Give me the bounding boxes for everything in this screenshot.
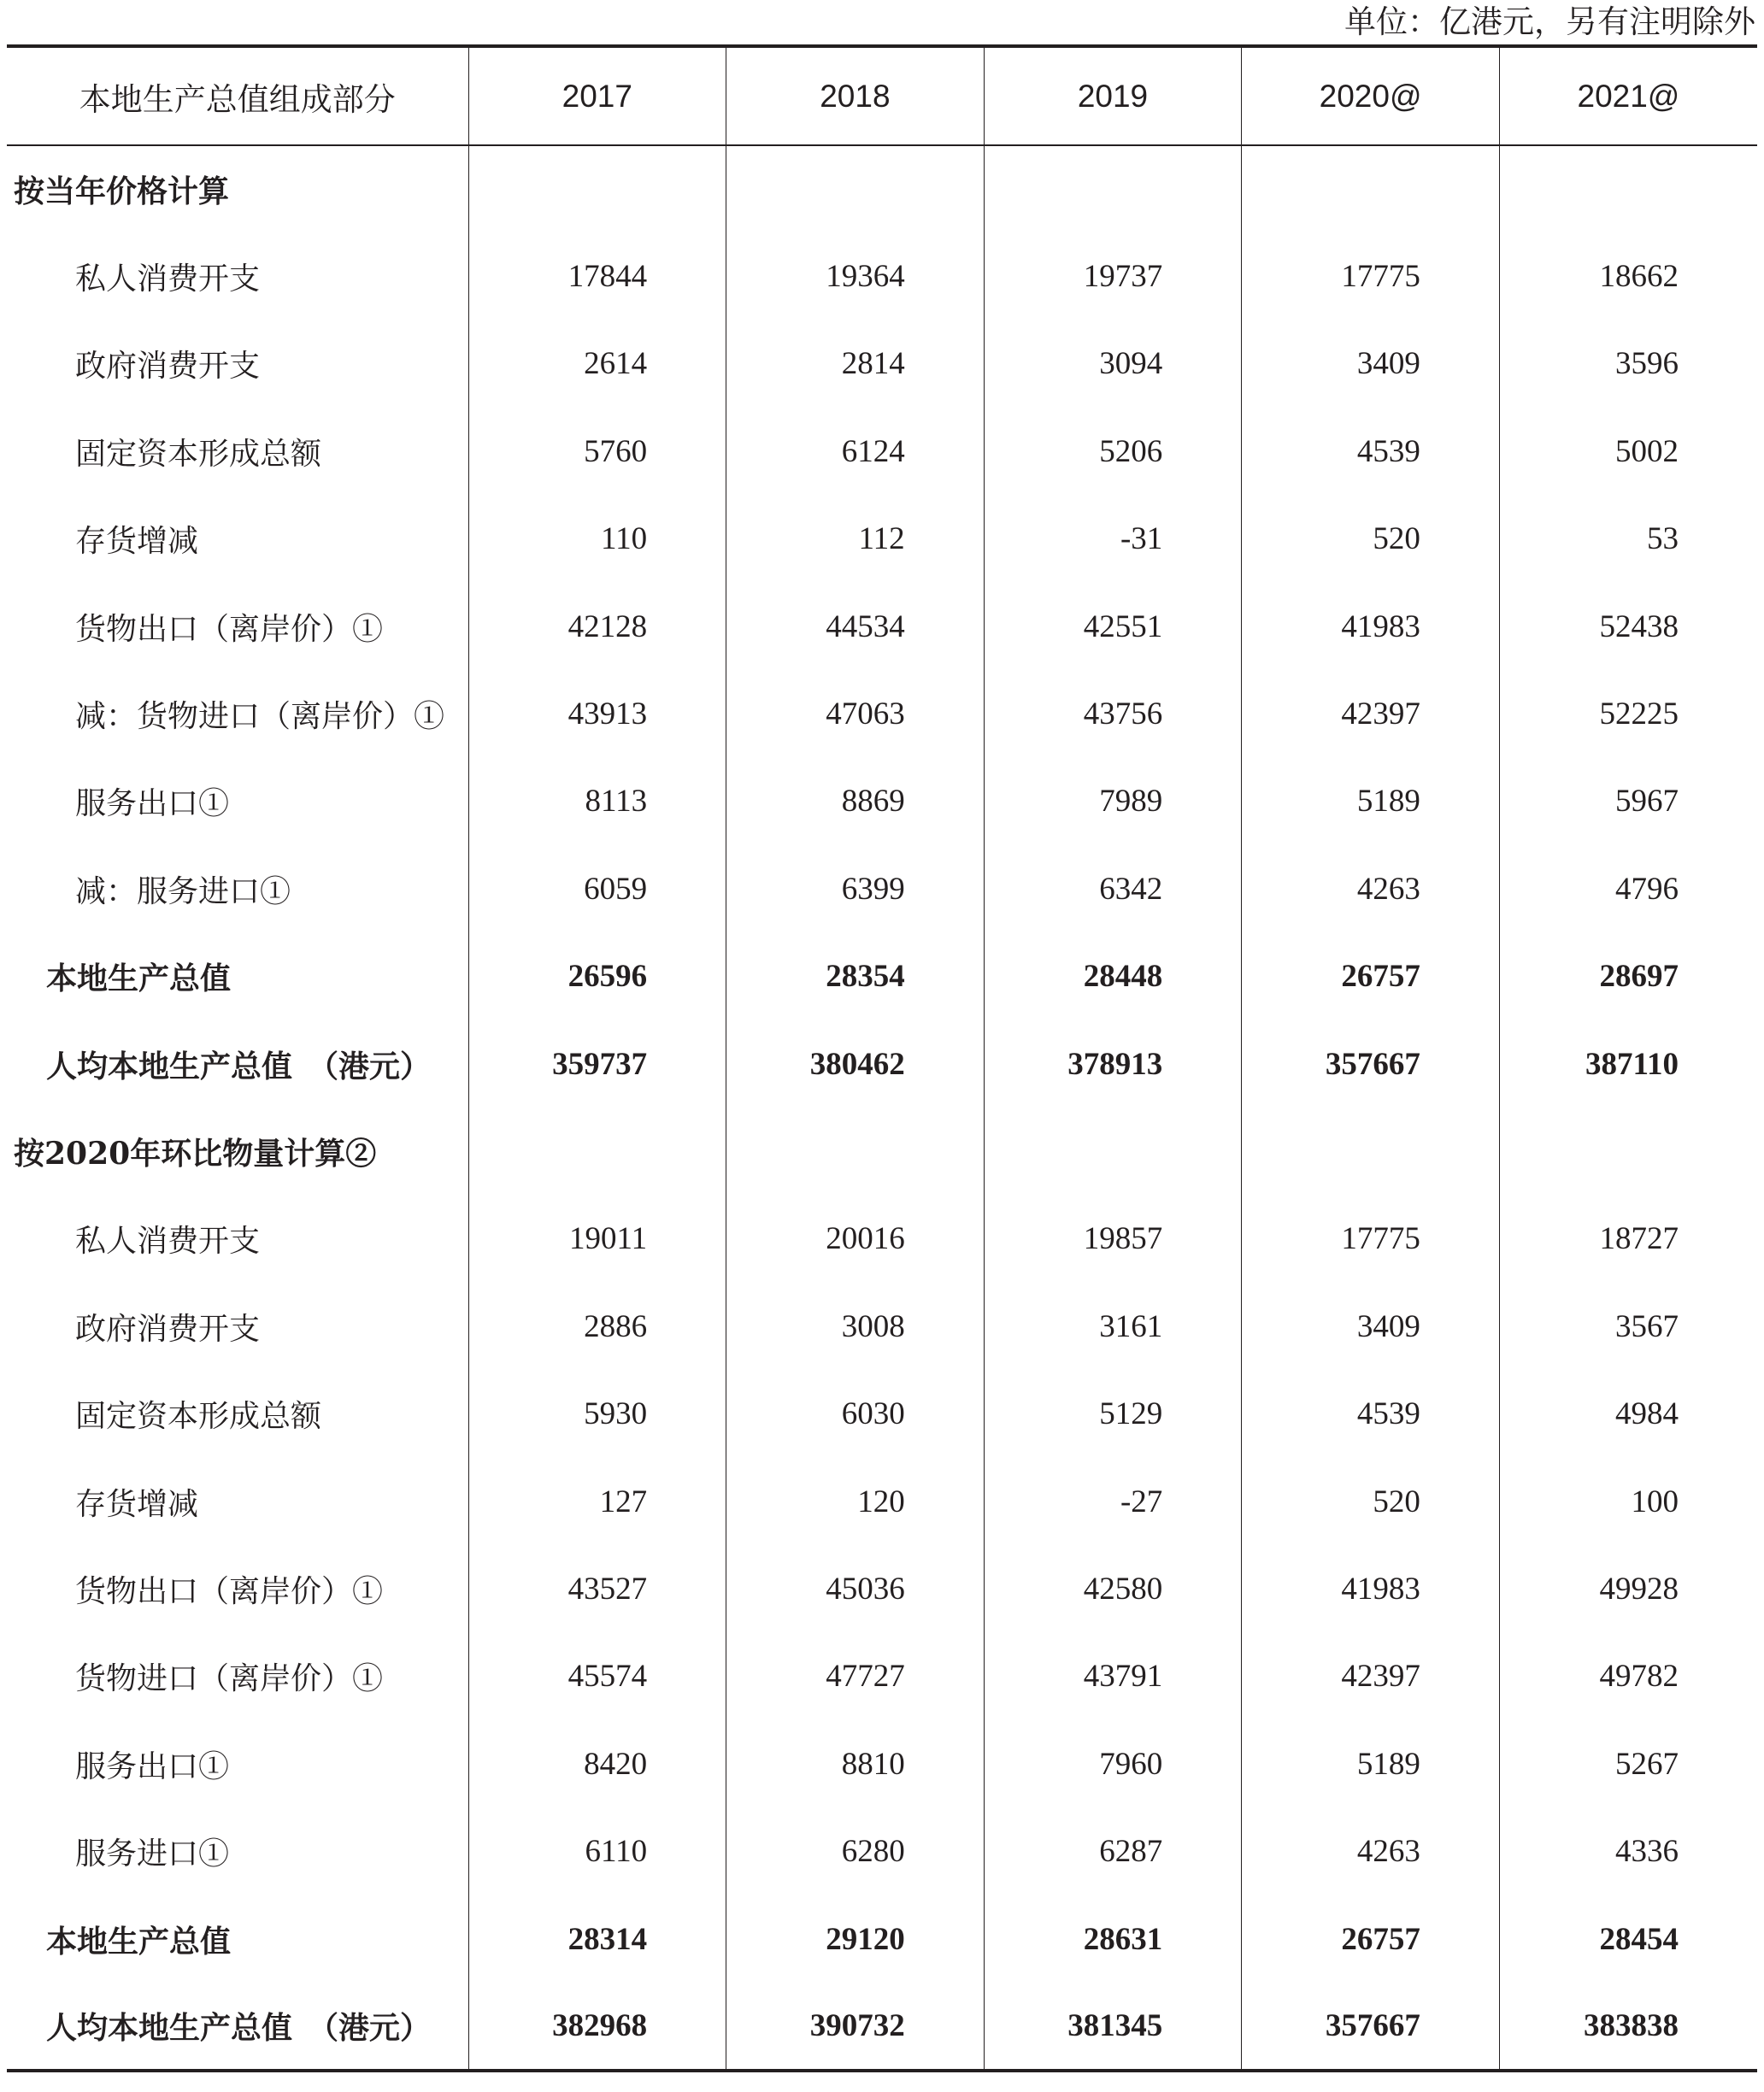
value-cell: 19857	[984, 1196, 1242, 1283]
table-row	[7, 1196, 1757, 1283]
row-label: 货物进口（离岸价）①	[75, 1661, 384, 1697]
row-label: 政府消费开支	[75, 1311, 261, 1347]
value-cell: 42397	[1242, 670, 1500, 757]
value-cell: 45574	[468, 1633, 726, 1720]
value-cell: 6124	[726, 408, 985, 495]
value-cell: 5760	[468, 408, 726, 495]
total-row	[7, 933, 1757, 1020]
unit-note: 单位：亿港元，另有注明除外	[1344, 3, 1755, 40]
row-label: 私人消费开支	[75, 262, 261, 297]
value-cell: 4539	[1242, 1370, 1500, 1457]
table-row	[7, 1633, 1757, 1720]
section-label: 按当年价格计算	[14, 173, 230, 210]
value-cell: 6399	[726, 845, 985, 932]
value-cell: 45036	[726, 1545, 985, 1632]
value-cell: 357667	[1242, 1020, 1500, 1108]
value-cell: 20016	[726, 1196, 985, 1283]
value-cell: 43527	[468, 1545, 726, 1632]
section-label: 按2020年环比物量计算②	[14, 1135, 377, 1172]
value-cell: 4336	[1499, 1807, 1757, 1895]
value-cell: 4263	[1242, 1807, 1500, 1895]
header-year: 2018	[726, 46, 985, 145]
value-cell: 41983	[1242, 583, 1500, 670]
value-cell: 28354	[726, 933, 985, 1020]
table-row	[7, 845, 1757, 932]
table-row	[7, 583, 1757, 670]
value-cell: 4539	[1242, 408, 1500, 495]
value-cell	[1242, 1108, 1500, 1195]
value-cell: 29120	[726, 1895, 985, 1983]
row-label: 政府消费开支	[75, 349, 261, 385]
header-label: 本地生产总值组成部分	[7, 46, 468, 145]
value-cell: 520	[1242, 1458, 1500, 1545]
table-header-row	[7, 46, 1757, 145]
value-cell: 52225	[1499, 670, 1757, 757]
value-cell: 359737	[468, 1020, 726, 1108]
value-cell: 4796	[1499, 845, 1757, 932]
value-cell	[468, 145, 726, 232]
row-label: 本地生产总值	[46, 1923, 232, 1960]
value-cell: 3567	[1499, 1283, 1757, 1370]
value-cell: 8420	[468, 1720, 726, 1807]
total-row	[7, 1895, 1757, 1983]
value-cell: 390732	[726, 1983, 985, 2070]
value-cell: 6110	[468, 1807, 726, 1895]
value-cell: 7989	[984, 758, 1242, 845]
value-cell: 28314	[468, 1895, 726, 1983]
value-cell: 26757	[1242, 1895, 1500, 1983]
value-cell: 2886	[468, 1283, 726, 1370]
row-label: 人均本地生产总值 （港元）	[46, 1048, 432, 1084]
value-cell: 8810	[726, 1720, 985, 1807]
row-label: 存货增减	[75, 524, 199, 560]
table-row	[7, 1283, 1757, 1370]
value-cell: 378913	[984, 1020, 1242, 1108]
value-cell: 4263	[1242, 845, 1500, 932]
value-cell: 6030	[726, 1370, 985, 1457]
row-label: 服务出口①	[75, 786, 230, 822]
value-cell: 127	[468, 1458, 726, 1545]
row-label: 人均本地生产总值 （港元）	[7, 1983, 468, 2070]
value-cell: 41983	[1242, 1545, 1500, 1632]
value-cell: 5967	[1499, 758, 1757, 845]
value-cell: 3161	[984, 1283, 1242, 1370]
row-label: 服务进口①	[75, 1836, 230, 1872]
row-label: 服务出口①	[75, 1748, 230, 1784]
value-cell	[1499, 1108, 1757, 1195]
value-cell	[984, 145, 1242, 232]
value-cell: 49782	[1499, 1633, 1757, 1720]
value-cell: 26757	[1242, 933, 1500, 1020]
value-cell: 43913	[468, 670, 726, 757]
section-row	[7, 1108, 1757, 1195]
value-cell: 120	[726, 1458, 985, 1545]
row-label: 私人消费开支	[75, 1224, 261, 1260]
total-row	[7, 1020, 1757, 1108]
value-cell: 2614	[468, 320, 726, 408]
value-cell	[726, 1108, 985, 1195]
table-row	[7, 1458, 1757, 1545]
value-cell: 47727	[726, 1633, 985, 1720]
table-row	[7, 1370, 1757, 1457]
value-cell: 43791	[984, 1633, 1242, 1720]
header-year: 2021@	[1499, 46, 1757, 145]
table-row	[7, 1807, 1757, 1895]
value-cell	[984, 1108, 1242, 1195]
table-row	[7, 232, 1757, 320]
table-row	[7, 408, 1757, 495]
section-row	[7, 145, 1757, 232]
value-cell: 28697	[1499, 933, 1757, 1020]
header-year: 2017	[468, 46, 726, 145]
value-cell: 6287	[984, 1807, 1242, 1895]
value-cell: 42551	[984, 583, 1242, 670]
value-cell: 6342	[984, 845, 1242, 932]
value-cell	[726, 145, 985, 232]
value-cell: 383838	[1499, 1983, 1757, 2070]
value-cell: 26596	[468, 933, 726, 1020]
value-cell: 8113	[468, 758, 726, 845]
value-cell: 49928	[1499, 1545, 1757, 1632]
value-cell: 5189	[1242, 758, 1500, 845]
value-cell: 387110	[1499, 1020, 1757, 1108]
value-cell: 3008	[726, 1283, 985, 1370]
value-cell: 17844	[468, 232, 726, 320]
value-cell: 112	[726, 496, 985, 583]
table-row	[7, 320, 1757, 408]
row-label: 减：服务进口①	[75, 873, 291, 909]
value-cell: 17775	[1242, 1196, 1500, 1283]
value-cell: 380462	[726, 1020, 985, 1108]
header-year: 2019	[984, 46, 1242, 145]
value-cell: 8869	[726, 758, 985, 845]
value-cell: 19364	[726, 232, 985, 320]
value-cell: 47063	[726, 670, 985, 757]
value-cell: 42128	[468, 583, 726, 670]
value-cell: 4984	[1499, 1370, 1757, 1457]
value-cell: 3409	[1242, 1283, 1500, 1370]
value-cell: 42580	[984, 1545, 1242, 1632]
value-cell: 28631	[984, 1895, 1242, 1983]
row-label: 货物出口（离岸价）①	[75, 611, 384, 647]
value-cell: 18727	[1499, 1196, 1757, 1283]
value-cell: 19737	[984, 232, 1242, 320]
value-cell: 381345	[984, 1983, 1242, 2070]
value-cell	[1242, 145, 1500, 232]
value-cell: 7960	[984, 1720, 1242, 1807]
value-cell: 43756	[984, 670, 1242, 757]
value-cell: 28454	[1499, 1895, 1757, 1983]
row-label: 本地生产总值	[46, 961, 232, 997]
table-row	[7, 496, 1757, 583]
header-year: 2020@	[1242, 46, 1500, 145]
row-label: 存货增减	[75, 1486, 199, 1522]
row-label: 固定资本形成总额	[75, 1399, 322, 1435]
value-cell: 520	[1242, 496, 1500, 583]
table-row	[7, 670, 1757, 757]
value-cell: 52438	[1499, 583, 1757, 670]
table-row	[7, 1720, 1757, 1807]
value-cell: 3094	[984, 320, 1242, 408]
value-cell: 5930	[468, 1370, 726, 1457]
gdp-components-table	[7, 44, 1757, 2072]
value-cell: 2814	[726, 320, 985, 408]
value-cell: 42397	[1242, 1633, 1500, 1720]
value-cell	[468, 1108, 726, 1195]
value-cell: 110	[468, 496, 726, 583]
value-cell: 5129	[984, 1370, 1242, 1457]
value-cell: 100	[1499, 1458, 1757, 1545]
value-cell: 5267	[1499, 1720, 1757, 1807]
value-cell: 17775	[1242, 232, 1500, 320]
table-row	[7, 1545, 1757, 1632]
value-cell	[1499, 145, 1757, 232]
value-cell: 44534	[726, 583, 985, 670]
value-cell: 18662	[1499, 232, 1757, 320]
value-cell: 3596	[1499, 320, 1757, 408]
row-label: 减：货物进口（离岸价）①	[75, 699, 445, 735]
value-cell: 3409	[1242, 320, 1500, 408]
row-label: 固定资本形成总额	[75, 436, 322, 472]
value-cell: 53	[1499, 496, 1757, 583]
row-label: 货物出口（离岸价）①	[75, 1573, 384, 1609]
value-cell: 28448	[984, 933, 1242, 1020]
value-cell: 357667	[1242, 1983, 1500, 2070]
value-cell: 19011	[468, 1196, 726, 1283]
table-body	[7, 145, 1757, 2071]
value-cell: 5206	[984, 408, 1242, 495]
value-cell: 5002	[1499, 408, 1757, 495]
value-cell: 5189	[1242, 1720, 1500, 1807]
value-cell: 382968	[468, 1983, 726, 2070]
value-cell: 6280	[726, 1807, 985, 1895]
value-cell: -31	[984, 496, 1242, 583]
table-row	[7, 758, 1757, 845]
gdp-table-container	[7, 44, 1757, 2072]
value-cell: -27	[984, 1458, 1242, 1545]
total-row	[7, 1983, 1757, 2070]
value-cell: 6059	[468, 845, 726, 932]
